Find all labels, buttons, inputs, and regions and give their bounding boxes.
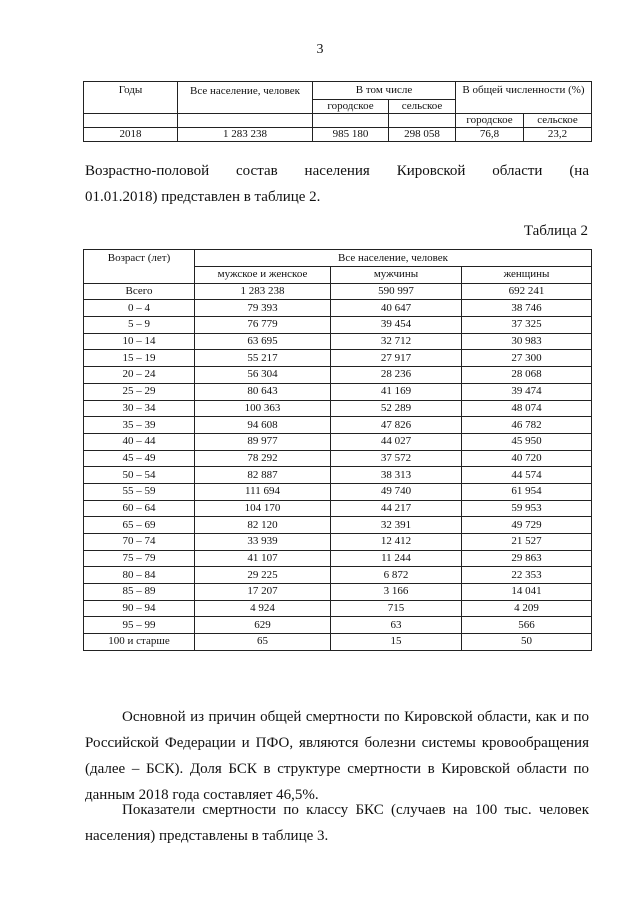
cell-women: 14 041: [462, 584, 592, 601]
cell-age: 95 – 99: [84, 617, 195, 634]
cell-men: 11 244: [331, 550, 462, 567]
cell-both-sexes: 629: [195, 617, 331, 634]
table2-caption: Таблица 2: [523, 223, 588, 239]
cell-men: 37 572: [331, 450, 462, 467]
table-row: [84, 383, 592, 400]
cell-age: 15 – 19: [84, 350, 195, 367]
table-row: [84, 350, 592, 367]
paragraph-line: Основной из причин общей смертности по Кировской области, как и по: [122, 709, 589, 725]
cell-age: 50 – 54: [84, 467, 195, 484]
cell-women: 27 300: [462, 350, 592, 367]
paragraph-age-sex: [85, 158, 589, 210]
header-share: В общей численности (%): [456, 82, 592, 114]
cell-both-sexes: 55 217: [195, 350, 331, 367]
table-row: [84, 417, 592, 434]
table-row: [84, 617, 592, 634]
cell-both-sexes: 1 283 238: [195, 283, 331, 300]
cell-age: 90 – 94: [84, 600, 195, 617]
cell-age: 0 – 4: [84, 300, 195, 317]
cell-both-sexes: 33 939: [195, 534, 331, 551]
cell-both-sexes: 111 694: [195, 483, 331, 500]
cell-age: 25 – 29: [84, 383, 195, 400]
cell-both-sexes: 82 887: [195, 467, 331, 484]
paragraph-line: Показатели смертности по классу БКС (случаев на 100 тыс. человек: [122, 802, 589, 818]
header-total: Все население, человек: [178, 82, 313, 114]
cell-age: 30 – 34: [84, 400, 195, 417]
cell-women: 38 746: [462, 300, 592, 317]
cell-women: 30 983: [462, 333, 592, 350]
cell-women: 21 527: [462, 534, 592, 551]
cell-women: 566: [462, 617, 592, 634]
page-number: 3: [316, 42, 324, 57]
paragraph-bks-indicators: [85, 797, 589, 849]
cell-urban: 985 180: [313, 128, 389, 142]
table-row: [84, 367, 592, 384]
cell-age: 5 – 9: [84, 317, 195, 334]
table-row: [84, 467, 592, 484]
cell-both-sexes: 76 779: [195, 317, 331, 334]
table-row: [84, 400, 592, 417]
paragraph-mortality: [85, 704, 589, 808]
cell-age: 75 – 79: [84, 550, 195, 567]
cell-men: 44 217: [331, 500, 462, 517]
cell-age: 45 – 49: [84, 450, 195, 467]
population-table: [83, 81, 592, 142]
header-share-rural: сельское: [524, 114, 592, 128]
header-share-urban: городское: [456, 114, 524, 128]
table-row: [84, 500, 592, 517]
cell-men: 44 027: [331, 433, 462, 450]
cell-women: 29 863: [462, 550, 592, 567]
header-both-sexes: мужское и женское: [195, 267, 331, 284]
header-rural: сельское: [389, 100, 456, 114]
cell-both-sexes: 29 225: [195, 567, 331, 584]
cell-women: 49 729: [462, 517, 592, 534]
table-row: [84, 483, 592, 500]
cell-men: 47 826: [331, 417, 462, 434]
cell-men: 40 647: [331, 300, 462, 317]
table-row: [84, 584, 592, 601]
cell-age: 10 – 14: [84, 333, 195, 350]
table-row: [84, 550, 592, 567]
header-women: женщины: [462, 267, 592, 284]
cell-women: 44 574: [462, 467, 592, 484]
cell-both-sexes: 94 608: [195, 417, 331, 434]
cell-rural: 298 058: [389, 128, 456, 142]
cell-both-sexes: 104 170: [195, 500, 331, 517]
age-sex-table: [83, 249, 592, 651]
cell-women: 61 954: [462, 483, 592, 500]
cell-age: 65 – 69: [84, 517, 195, 534]
header-age: Возраст (лет): [84, 250, 195, 284]
cell-both-sexes: 17 207: [195, 584, 331, 601]
cell-men: 6 872: [331, 567, 462, 584]
table-row: [84, 517, 592, 534]
cell-women: 692 241: [462, 283, 592, 300]
cell-women: 39 474: [462, 383, 592, 400]
cell-women: 46 782: [462, 417, 592, 434]
header-urban: городское: [313, 100, 389, 114]
cell-total: 1 283 238: [178, 128, 313, 142]
cell-men: 715: [331, 600, 462, 617]
cell-both-sexes: 63 695: [195, 333, 331, 350]
header-years: Годы: [84, 82, 178, 114]
cell-men: 3 166: [331, 584, 462, 601]
cell-men: 32 712: [331, 333, 462, 350]
cell-both-sexes: 100 363: [195, 400, 331, 417]
table-row: [84, 333, 592, 350]
cell-men: 12 412: [331, 534, 462, 551]
cell-both-sexes: 80 643: [195, 383, 331, 400]
paragraph-line: (далее – БСК). Доля БСК в структуре смертности в Кировской области по: [85, 761, 589, 777]
cell-women: 4 209: [462, 600, 592, 617]
paragraph-line: данным 2018 года составляет 46,5%.: [85, 787, 319, 803]
cell-age: 100 и старше: [84, 634, 195, 651]
cell-men: 15: [331, 634, 462, 651]
cell-age: 20 – 24: [84, 367, 195, 384]
cell-men: 32 391: [331, 517, 462, 534]
cell-women: 50: [462, 634, 592, 651]
cell-men: 38 313: [331, 467, 462, 484]
table-row: [84, 300, 592, 317]
cell-both-sexes: 89 977: [195, 433, 331, 450]
cell-age: 85 – 89: [84, 584, 195, 601]
cell-women: 59 953: [462, 500, 592, 517]
cell-women: 40 720: [462, 450, 592, 467]
cell-age: Всего: [84, 283, 195, 300]
cell-age: 35 – 39: [84, 417, 195, 434]
cell-both-sexes: 56 304: [195, 367, 331, 384]
cell-women: 45 950: [462, 433, 592, 450]
cell-men: 39 454: [331, 317, 462, 334]
cell-year: 2018: [84, 128, 178, 142]
paragraph-line: Возрастно-половой состав населения Кировской области (на: [85, 163, 589, 179]
header-including: В том числе: [313, 82, 456, 100]
cell-share-rural: 23,2: [524, 128, 592, 142]
cell-age: 80 – 84: [84, 567, 195, 584]
table-row: [84, 600, 592, 617]
cell-men: 590 997: [331, 283, 462, 300]
cell-both-sexes: 4 924: [195, 600, 331, 617]
cell-men: 49 740: [331, 483, 462, 500]
cell-women: 37 325: [462, 317, 592, 334]
cell-both-sexes: 41 107: [195, 550, 331, 567]
table-row: [84, 534, 592, 551]
cell-age: 60 – 64: [84, 500, 195, 517]
table-row: [84, 634, 592, 651]
paragraph-line: населения) представлены в таблице 3.: [85, 828, 329, 844]
table-row: [84, 450, 592, 467]
cell-both-sexes: 79 393: [195, 300, 331, 317]
table-row: [84, 128, 592, 142]
cell-men: 27 917: [331, 350, 462, 367]
cell-age: 40 – 44: [84, 433, 195, 450]
cell-age: 55 – 59: [84, 483, 195, 500]
cell-women: 22 353: [462, 567, 592, 584]
header-all-population: Все население, человек: [195, 250, 592, 267]
cell-men: 63: [331, 617, 462, 634]
cell-both-sexes: 82 120: [195, 517, 331, 534]
cell-women: 48 074: [462, 400, 592, 417]
cell-both-sexes: 78 292: [195, 450, 331, 467]
cell-share-urban: 76,8: [456, 128, 524, 142]
paragraph-line: Российской Федерации и ПФО, являются болезни системы кровообращения: [85, 735, 589, 751]
cell-women: 28 068: [462, 367, 592, 384]
table-row: [84, 433, 592, 450]
cell-men: 52 289: [331, 400, 462, 417]
cell-both-sexes: 65: [195, 634, 331, 651]
cell-age: 70 – 74: [84, 534, 195, 551]
table-row: [84, 567, 592, 584]
cell-men: 28 236: [331, 367, 462, 384]
cell-men: 41 169: [331, 383, 462, 400]
table-row: [84, 283, 592, 300]
table-row: [84, 317, 592, 334]
paragraph-line: 01.01.2018) представлен в таблице 2.: [85, 189, 321, 205]
header-men: мужчины: [331, 267, 462, 284]
